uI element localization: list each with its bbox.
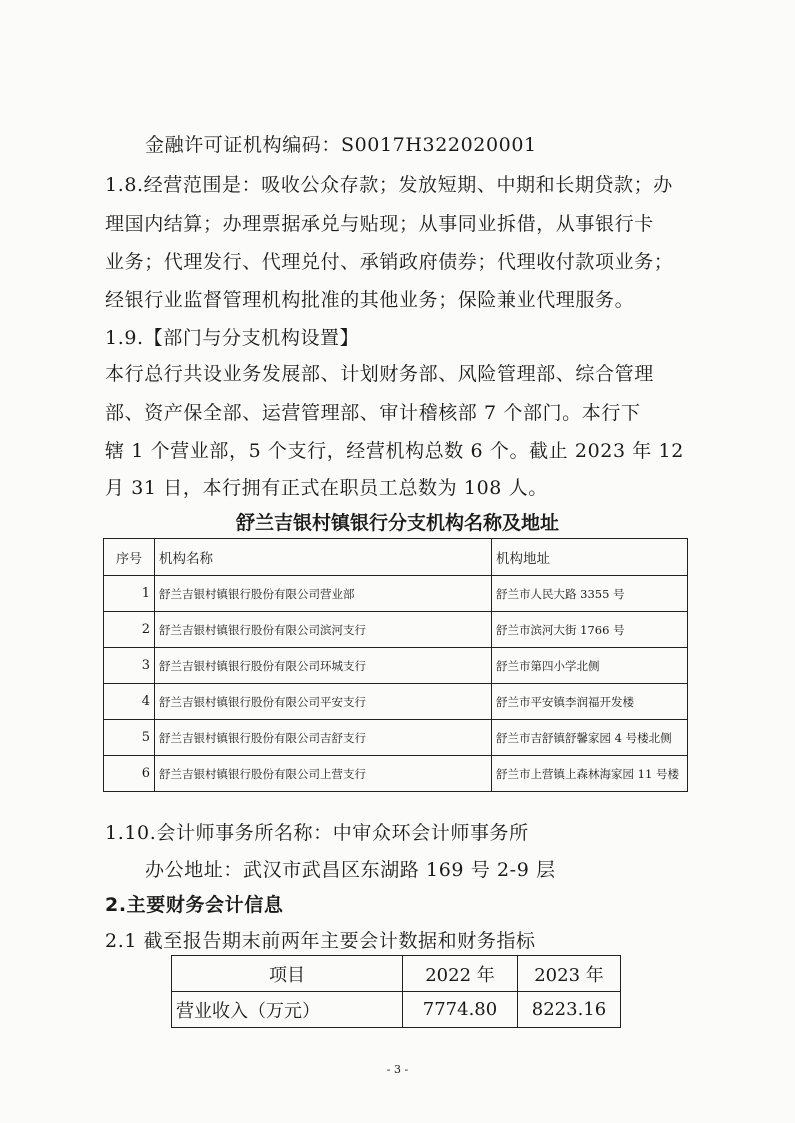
branch-table	[103, 538, 688, 792]
header-name: 机构名称	[155, 539, 492, 576]
header-item: 项目	[172, 956, 403, 992]
row-name: 舒兰吉银村镇银行股份有限公司环城支行	[155, 648, 492, 684]
table-header-row	[104, 539, 688, 576]
table-header-row	[172, 956, 621, 992]
row-index: 4	[104, 684, 155, 720]
row-name: 舒兰吉银村镇银行股份有限公司营业部	[155, 576, 492, 612]
row-index: 1	[104, 576, 155, 612]
dept-heading: 1.9.【部门与分支机构设置】	[105, 327, 360, 349]
row-name: 舒兰吉银村镇银行股份有限公司上营支行	[155, 756, 492, 792]
row-name: 舒兰吉银村镇银行股份有限公司滨河支行	[155, 612, 492, 648]
auditor-name: 1.10.会计师事务所名称：中审众环会计师事务所	[105, 822, 529, 844]
row-item: 营业收入（万元）	[172, 992, 403, 1028]
business-scope-line: 理国内结算；办理票据承兑与贴现；从事同业拆借，从事银行卡	[105, 213, 654, 235]
row-address: 舒兰市上营镇上森林海家园 11 号楼	[492, 756, 688, 792]
row-index: 2	[104, 612, 155, 648]
row-address: 舒兰市平安镇李润福开发楼	[492, 684, 688, 720]
table-row	[104, 684, 688, 720]
branch-table-title: 舒兰吉银村镇银行分支机构名称及地址	[235, 512, 559, 534]
business-scope-line: 经银行业监督管理机构批准的其他业务；保险兼业代理服务。	[105, 289, 635, 311]
business-scope-line: 1.8.经营范围是：吸收公众存款；发放短期、中期和长期贷款；办	[105, 174, 673, 196]
table-row	[104, 576, 688, 612]
table-row	[104, 720, 688, 756]
business-scope-line: 业务；代理发行、代理兑付、承销政府债券；代理收付款项业务；	[105, 251, 674, 273]
row-name: 舒兰吉银村镇银行股份有限公司吉舒支行	[155, 720, 492, 756]
dept-paragraph-line: 本行总行共设业务发展部、计划财务部、风险管理部、综合管理	[105, 363, 654, 385]
table-row	[104, 648, 688, 684]
auditor-address: 办公地址：武汉市武昌区东湖路 169 号 2-9 层	[145, 859, 556, 881]
row-index: 3	[104, 648, 155, 684]
table-row	[172, 992, 621, 1028]
row-address: 舒兰市人民大路 3355 号	[492, 576, 688, 612]
row-address: 舒兰市吉舒镇舒馨家园 4 号楼北侧	[492, 720, 688, 756]
row-index: 6	[104, 756, 155, 792]
header-year-2023: 2023 年	[518, 956, 621, 992]
dept-paragraph-line: 部、资产保全部、运营管理部、审计稽核部 7 个部门。本行下	[105, 402, 641, 424]
page-number: - 3 -	[386, 1063, 409, 1076]
row-value-2022: 7774.80	[403, 992, 518, 1028]
license-code: 金融许可证机构编码：S0017H322020001	[145, 134, 537, 156]
row-address: 舒兰市第四小学北侧	[492, 648, 688, 684]
dept-paragraph-line: 辖 1 个营业部，5 个支行，经营机构总数 6 个。截止 2023 年 12	[105, 440, 684, 462]
row-index: 5	[104, 720, 155, 756]
row-name: 舒兰吉银村镇银行股份有限公司平安支行	[155, 684, 492, 720]
row-address: 舒兰市滨河大街 1766 号	[492, 612, 688, 648]
header-index: 序号	[104, 539, 155, 576]
header-year-2022: 2022 年	[403, 956, 518, 992]
section-subheading: 2.1 截至报告期末前两年主要会计数据和财务指标	[105, 930, 536, 952]
finance-table	[171, 955, 621, 1028]
section-heading: 2.主要财务会计信息	[105, 894, 284, 916]
table-row	[104, 756, 688, 792]
table-row	[104, 612, 688, 648]
header-address: 机构地址	[492, 539, 688, 576]
row-value-2023: 8223.16	[518, 992, 621, 1028]
dept-paragraph-line: 月 31 日，本行拥有正式在职员工总数为 108 人。	[105, 477, 548, 499]
